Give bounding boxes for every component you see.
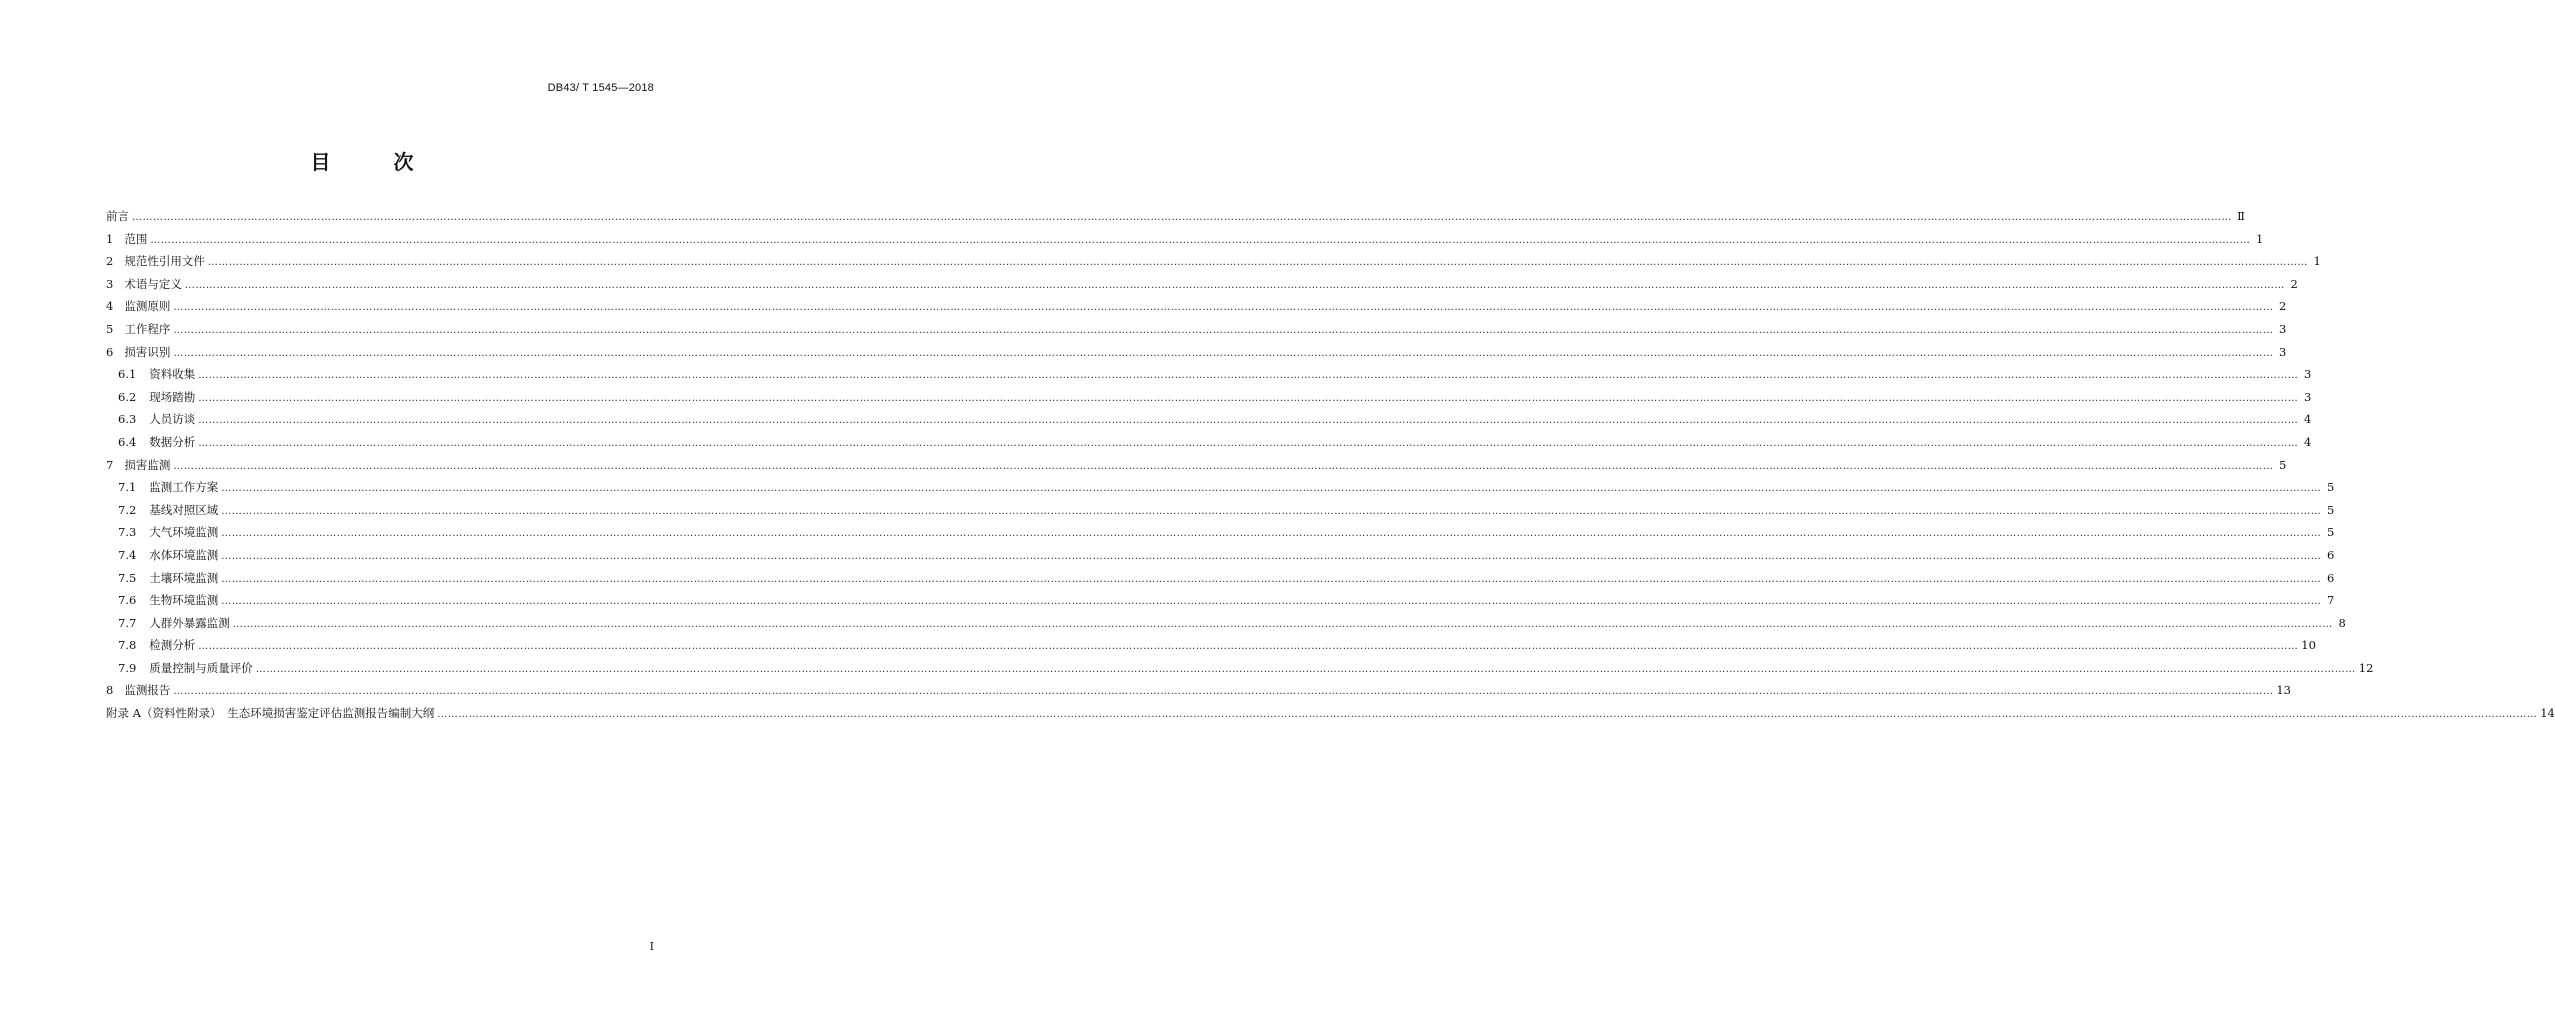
dot-leader: …………………………………………………………………………………………………………………………………………………………………………………………………………………………………………………………………………………………………………………………………………………………………………………………………………………………………………………………………………………………………………………………………………………… [173,460,2274,472]
dot-leader: …………………………………………………………………………………………………………………………………………………………………………………………………………………………………………………………………………………………………………………………………………………………………………………………………………………………………………………………………………………………………………………………………………………… [207,257,2308,269]
toc-entry-number: 3 [106,276,114,291]
toc-entry-page: 5 [2326,525,2335,540]
toc-entry[interactable] [106,250,2321,273]
toc-entry-number: 5 [106,321,114,336]
toc-entry-page: 5 [2326,480,2335,495]
dot-leader: …………………………………………………………………………………………………………………………………………………………………………………………………………………………………………………………………………………………………………………………………………………………………………………………………………………………………………………………………………………………………………………………………………………… [255,663,2356,675]
toc-entry[interactable] [106,408,2312,431]
toc-entry[interactable] [106,544,2335,567]
dot-leader: …………………………………………………………………………………………………………………………………………………………………………………………………………………………………………………………………………………………………………………………………………………………………………………………………………………………………………………………………………………………………………………………………………………… [198,641,2299,653]
toc-entry-page: 3 [2303,389,2312,404]
table-of-contents [106,205,2555,725]
toc-entry-label: 质量控制与质量评价 [149,660,253,675]
toc-entry-number: 6 [106,344,114,359]
toc-entry-number: 7.7 [118,615,137,630]
dot-leader: …………………………………………………………………………………………………………………………………………………………………………………………………………………………………………………………………………………………………………………………………………………………………………………………………………………………………………………………………………………………………………………………………………………… [232,618,2333,630]
toc-entry-label: 监测工作方案 [149,480,219,495]
toc-entry-number: 7.2 [118,502,137,517]
toc-entry-page: 6 [2326,570,2335,585]
toc-entry-label: 资料收集 [149,367,196,382]
dot-leader: …………………………………………………………………………………………………………………………………………………………………………………………………………………………………………………………………………………………………………………………………………………………………………………………………………………………………………………………………………………………………………………………………………………… [173,686,2274,698]
toc-entry-page: 6 [2326,547,2335,562]
page-title: 目 次 [310,150,442,174]
dot-leader: …………………………………………………………………………………………………………………………………………………………………………………………………………………………………………………………………………………………………………………………………………………………………………………………………………………………………………………………………………………………………………………………………………………… [198,370,2299,382]
dot-leader: …………………………………………………………………………………………………………………………………………………………………………………………………………………………………………………………………………………………………………………………………………………………………………………………………………………………………………………………………………………………………………………………………………………… [221,528,2322,540]
toc-entry-label: 前言 [106,209,129,223]
toc-entry-number: 7.5 [118,570,137,585]
toc-entry-page: 12 [2358,660,2374,675]
dot-leader: …………………………………………………………………………………………………………………………………………………………………………………………………………………………………………………………………………………………………………………………………………………………………………………………………………………………………………………………………………………………………………………………………………………… [173,324,2274,336]
toc-entry[interactable] [106,318,2287,341]
toc-entry-label: 水体环境监测 [149,547,219,562]
toc-entry[interactable] [106,454,2287,477]
toc-entry-number: 8 [106,683,114,698]
page-number: I [649,940,654,953]
toc-entry[interactable] [106,567,2335,590]
toc-entry[interactable] [106,273,2298,296]
toc-entry-number: 7.1 [118,480,137,495]
toc-entry-page: 8 [2338,615,2346,630]
dot-leader: …………………………………………………………………………………………………………………………………………………………………………………………………………………………………………………………………………………………………………………………………………………………………………………………………………………………………………………………………………………………………………………………………………………… [437,709,2538,721]
toc-entry[interactable] [106,476,2335,499]
dot-leader: …………………………………………………………………………………………………………………………………………………………………………………………………………………………………………………………………………………………………………………………………………………………………………………………………………………………………………………………………………………………………………………………………………………… [173,347,2274,359]
toc-entry[interactable] [106,499,2335,522]
dot-leader: …………………………………………………………………………………………………………………………………………………………………………………………………………………………………………………………………………………………………………………………………………………………………………………………………………………………………………………………………………………………………………………………………………………… [221,596,2322,608]
toc-entry-label: 生物环境监测 [149,593,219,608]
toc-entry-number: 7.8 [118,638,137,653]
dot-leader: …………………………………………………………………………………………………………………………………………………………………………………………………………………………………………………………………………………………………………………………………………………………………………………………………………………………………………………………………………………………………………………………………………………… [221,573,2322,585]
toc-entry-number: 6.1 [118,367,137,382]
toc-entry-number: 6.3 [118,412,137,427]
toc-entry-number: 6.2 [118,389,137,404]
toc-entry-page: 14 [2540,706,2555,721]
toc-entry-number: 6.4 [118,434,137,449]
toc-entry-page: 7 [2326,593,2335,608]
toc-entry-page: 3 [2303,367,2312,382]
toc-entry-label: 监测原则 [124,299,171,314]
dot-leader: …………………………………………………………………………………………………………………………………………………………………………………………………………………………………………………………………………………………………………………………………………………………………………………………………………………………………………………………………………………………………………………………………………………… [132,212,2232,223]
toc-entry-label: 附录 A（资料性附录） 生态环境损害鉴定评估监测报告编制大纲 [106,706,435,721]
toc-entry-page: 4 [2303,412,2312,427]
toc-entry[interactable] [106,589,2335,612]
toc-entry[interactable] [106,205,2245,228]
toc-entry-label: 术语与定义 [124,276,182,291]
dot-leader: …………………………………………………………………………………………………………………………………………………………………………………………………………………………………………………………………………………………………………………………………………………………………………………………………………………………………………………………………………………………………………………………………………………… [221,483,2322,495]
dot-leader: …………………………………………………………………………………………………………………………………………………………………………………………………………………………………………………………………………………………………………………………………………………………………………………………………………………………………………………………………………………………………………………………………………………… [198,392,2299,404]
toc-entry-page: 2 [2279,299,2287,314]
toc-entry[interactable] [106,702,2555,725]
toc-entry[interactable] [106,612,2346,635]
toc-entry[interactable] [106,679,2291,702]
dot-leader: …………………………………………………………………………………………………………………………………………………………………………………………………………………………………………………………………………………………………………………………………………………………………………………………………………………………………………………………………………………………………………………………………………………… [184,279,2285,291]
toc-entry[interactable] [106,634,2316,657]
dot-leader: …………………………………………………………………………………………………………………………………………………………………………………………………………………………………………………………………………………………………………………………………………………………………………………………………………………………………………………………………………………………………………………………………………………… [221,505,2322,517]
toc-entry-label: 基线对照区域 [149,502,219,517]
toc-entry-label: 人员访谈 [149,412,196,427]
toc-entry-label: 人群外暴露监测 [149,615,230,630]
toc-entry-page: 5 [2279,457,2287,472]
toc-entry-number: 4 [106,299,114,314]
dot-leader: …………………………………………………………………………………………………………………………………………………………………………………………………………………………………………………………………………………………………………………………………………………………………………………………………………………………………………………………………………………………………………………………………………………… [198,437,2299,449]
toc-entry-page: 3 [2279,344,2287,359]
toc-entry[interactable] [106,521,2335,544]
document-code: DB43/ T 1545—2018 [547,82,654,94]
toc-entry-label: 工作程序 [124,321,171,336]
toc-entry[interactable] [106,295,2287,318]
toc-entry-label: 大气环境监测 [149,525,219,540]
toc-entry-label: 监测报告 [124,683,171,698]
toc-entry[interactable] [106,657,2374,680]
toc-entry-page: 2 [2290,276,2298,291]
toc-entry-page: 4 [2303,434,2312,449]
toc-entry-label: 损害识别 [124,344,171,359]
toc-entry[interactable] [106,431,2312,454]
toc-entry-page: 1 [2313,254,2321,269]
toc-entry-number: 7.9 [118,660,137,675]
dot-leader: …………………………………………………………………………………………………………………………………………………………………………………………………………………………………………………………………………………………………………………………………………………………………………………………………………………………………………………………………………………………………………………………………………………… [173,302,2274,314]
toc-entry-label: 土壤环境监测 [149,570,219,585]
toc-entry-page: 1 [2256,231,2264,246]
toc-entry-number: 2 [106,254,114,269]
toc-entry[interactable] [106,228,2264,251]
dot-leader: …………………………………………………………………………………………………………………………………………………………………………………………………………………………………………………………………………………………………………………………………………………………………………………………………………………………………………………………………………………………………………………………………………………… [198,415,2299,427]
dot-leader: …………………………………………………………………………………………………………………………………………………………………………………………………………………………………………………………………………………………………………………………………………………………………………………………………………………………………………………………………………………………………………………………………………………… [150,234,2251,246]
toc-entry-label: 范围 [124,231,148,246]
toc-entry-page: 13 [2276,683,2291,698]
toc-entry-page: 10 [2301,638,2316,653]
dot-leader: …………………………………………………………………………………………………………………………………………………………………………………………………………………………………………………………………………………………………………………………………………………………………………………………………………………………………………………………………………………………………………………………………………………… [221,550,2322,562]
toc-entry-label: 损害监测 [124,457,171,472]
toc-entry-page: Ⅱ [2237,209,2245,223]
toc-entry-number: 1 [106,231,114,246]
toc-entry-number: 7 [106,457,114,472]
toc-entry-number: 7.3 [118,525,137,540]
toc-entry[interactable] [106,341,2287,364]
toc-entry-label: 现场踏勘 [149,389,196,404]
toc-entry-page: 3 [2279,321,2287,336]
toc-entry-label: 数据分析 [149,434,196,449]
toc-entry-label: 规范性引用文件 [124,254,205,269]
toc-entry[interactable] [106,386,2312,409]
toc-entry-page: 5 [2326,502,2335,517]
toc-entry-number: 7.4 [118,547,137,562]
toc-entry-number: 7.6 [118,593,137,608]
toc-entry-label: 检测分析 [149,638,196,653]
toc-entry[interactable] [106,363,2312,386]
